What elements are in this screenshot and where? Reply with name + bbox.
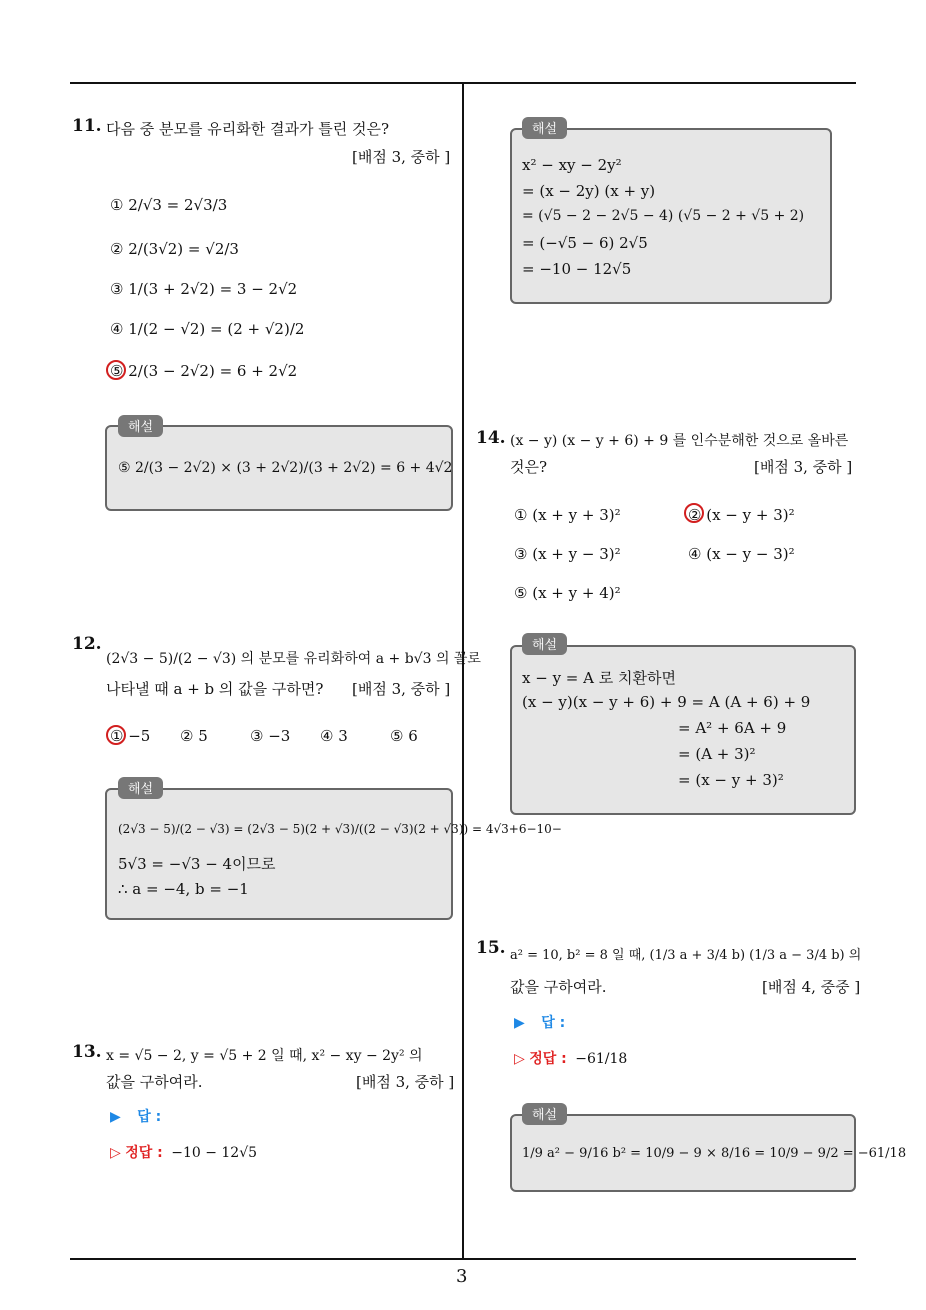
q13-correct-row xyxy=(110,1142,257,1162)
q13-number: 13. xyxy=(72,1042,102,1062)
q13-correct-label: 정답 : xyxy=(125,1145,163,1161)
q14-explanation-line-5: = (x − y + 3)² xyxy=(678,771,784,789)
q13-answer-label: 답 : xyxy=(137,1109,162,1125)
q15-line1: a² = 10, b² = 8 일 때, (1/3 a + 3/4 b) (1/3 a − 3/4 b) 의 xyxy=(510,948,862,963)
q12-choice-1[interactable]: ① −5 xyxy=(110,727,151,745)
q11-explanation-tag: 해설 xyxy=(118,415,163,437)
q13-line2: 값을 구하여라. xyxy=(106,1073,203,1091)
q12-explanation-line-3: ∴ a = −4, b = −1 xyxy=(118,880,249,898)
q13-explanation-line-1: x² − xy − 2y² xyxy=(522,156,622,174)
q11-question: 다음 중 분모를 유리화한 결과가 틀린 것은? xyxy=(106,120,389,138)
q13-explanation-line-2: = (x − 2y) (x + y) xyxy=(522,182,656,200)
q13-explanation-line-4: = (−√5 − 6) 2√5 xyxy=(522,234,648,252)
play-outline-icon: ▷ xyxy=(514,1051,525,1067)
q11-choice-3[interactable]: ③ 1/(3 + 2√2) = 3 − 2√2 xyxy=(110,280,298,298)
play-icon: ▶ xyxy=(514,1015,525,1031)
q11-choice-4[interactable]: ④ 1/(2 − √2) = (2 + √2)/2 xyxy=(110,320,305,338)
q14-line2: 것은? xyxy=(510,458,548,476)
column-divider xyxy=(462,84,464,1260)
q12-choice-2[interactable]: ② 5 xyxy=(180,727,208,745)
q15-line2: 값을 구하여라. xyxy=(510,978,607,996)
q15-correct-label: 정답 : xyxy=(529,1051,567,1067)
q13-line1: x = √5 − 2, y = √5 + 2 일 때, x² − xy − 2y² 의 xyxy=(106,1048,423,1064)
q14-choice-5[interactable]: ⑤ (x + y + 4)² xyxy=(514,584,621,602)
q12-line2: 나타낼 때 a + b 의 값을 구하면? xyxy=(106,680,324,698)
q14-choice-4[interactable]: ④ (x − y − 3)² xyxy=(688,545,795,563)
q14-number: 14. xyxy=(476,428,506,448)
page-number: 3 xyxy=(456,1266,468,1287)
q15-correct-value: −61/18 xyxy=(575,1051,628,1067)
play-outline-icon: ▷ xyxy=(110,1145,121,1161)
q14-explanation-line-2: (x − y)(x − y + 6) + 9 = A (A + 6) + 9 xyxy=(522,693,811,711)
q11-explanation: ⑤ 2/(3 − 2√2) × (3 + 2√2)/(3 + 2√2) = 6 + 4√2 xyxy=(118,460,453,476)
play-icon: ▶ xyxy=(110,1109,121,1125)
q15-explanation: 1/9 a² − 9/16 b² = 10/9 − 9 × 8/16 = 10/9 − 9/2 = −61/18 xyxy=(522,1146,907,1161)
q12-choice-3[interactable]: ③ −3 xyxy=(250,727,291,745)
q13-correct-value: −10 − 12√5 xyxy=(171,1145,258,1161)
q11-choice-1[interactable]: ① 2/√3 = 2√3/3 xyxy=(110,196,228,214)
q14-explanation-line-4: = (A + 3)² xyxy=(678,745,756,763)
q15-number: 15. xyxy=(476,938,506,958)
q11-points: [배점 3, 중하 ] xyxy=(352,148,451,166)
q12-explanation-tag: 해설 xyxy=(118,777,163,799)
q14-explanation-line-3: = A² + 6A + 9 xyxy=(678,719,787,737)
q14-choice-2[interactable]: ② (x − y + 3)² xyxy=(688,506,795,524)
q12-explanation-line-2: 5√3 = −√3 − 4이므로 xyxy=(118,855,276,873)
q14-choice-1[interactable]: ① (x + y + 3)² xyxy=(514,506,621,524)
q14-choice-3[interactable]: ③ (x + y − 3)² xyxy=(514,545,621,563)
q13-explanation-line-5: = −10 − 12√5 xyxy=(522,260,632,278)
q12-number: 12. xyxy=(72,634,102,654)
q15-answer-label: 답 : xyxy=(541,1015,566,1031)
q15-points: [배점 4, 중중 ] xyxy=(762,978,861,996)
q11-number: 11. xyxy=(72,116,102,136)
q12-choice-4[interactable]: ④ 3 xyxy=(320,727,348,745)
q15-correct-row xyxy=(514,1048,627,1068)
q15-answer-row[interactable] xyxy=(514,1012,565,1032)
q11-choice-2[interactable]: ② 2/(3√2) = √2/3 xyxy=(110,240,239,258)
q14-points: [배점 3, 중하 ] xyxy=(754,458,853,476)
q12-line1: (2√3 − 5)/(2 − √3) 의 분모를 유리화하여 a + b√3 의 꼴로 xyxy=(106,651,481,667)
q14-line1: (x − y) (x − y + 6) + 9 를 인수분해한 것으로 올바른 xyxy=(510,433,849,449)
q12-explanation-line-1: (2√3 − 5)/(2 − √3) = (2√3 − 5)(2 + √3)/((2 − √3)(2 + √3)) = 4√3+6−10− xyxy=(118,822,562,836)
q13-points: [배점 3, 중하 ] xyxy=(356,1073,455,1091)
q14-explanation-tag: 해설 xyxy=(522,633,567,655)
q13-answer-row[interactable] xyxy=(110,1106,161,1126)
q13-explanation-line-3: = (√5 − 2 − 2√5 − 4) (√5 − 2 + √5 + 2) xyxy=(522,208,805,224)
q13-explanation-tag: 해설 xyxy=(522,117,567,139)
q11-choice-5[interactable]: ⑤ 2/(3 − 2√2) = 6 + 2√2 xyxy=(110,362,298,380)
q12-choice-5[interactable]: ⑤ 6 xyxy=(390,727,418,745)
q15-explanation-tag: 해설 xyxy=(522,1103,567,1125)
q14-explanation-line-1: x − y = A 로 치환하면 xyxy=(522,669,676,687)
bottom-rule xyxy=(70,1258,856,1260)
q12-points: [배점 3, 중하 ] xyxy=(352,680,451,698)
